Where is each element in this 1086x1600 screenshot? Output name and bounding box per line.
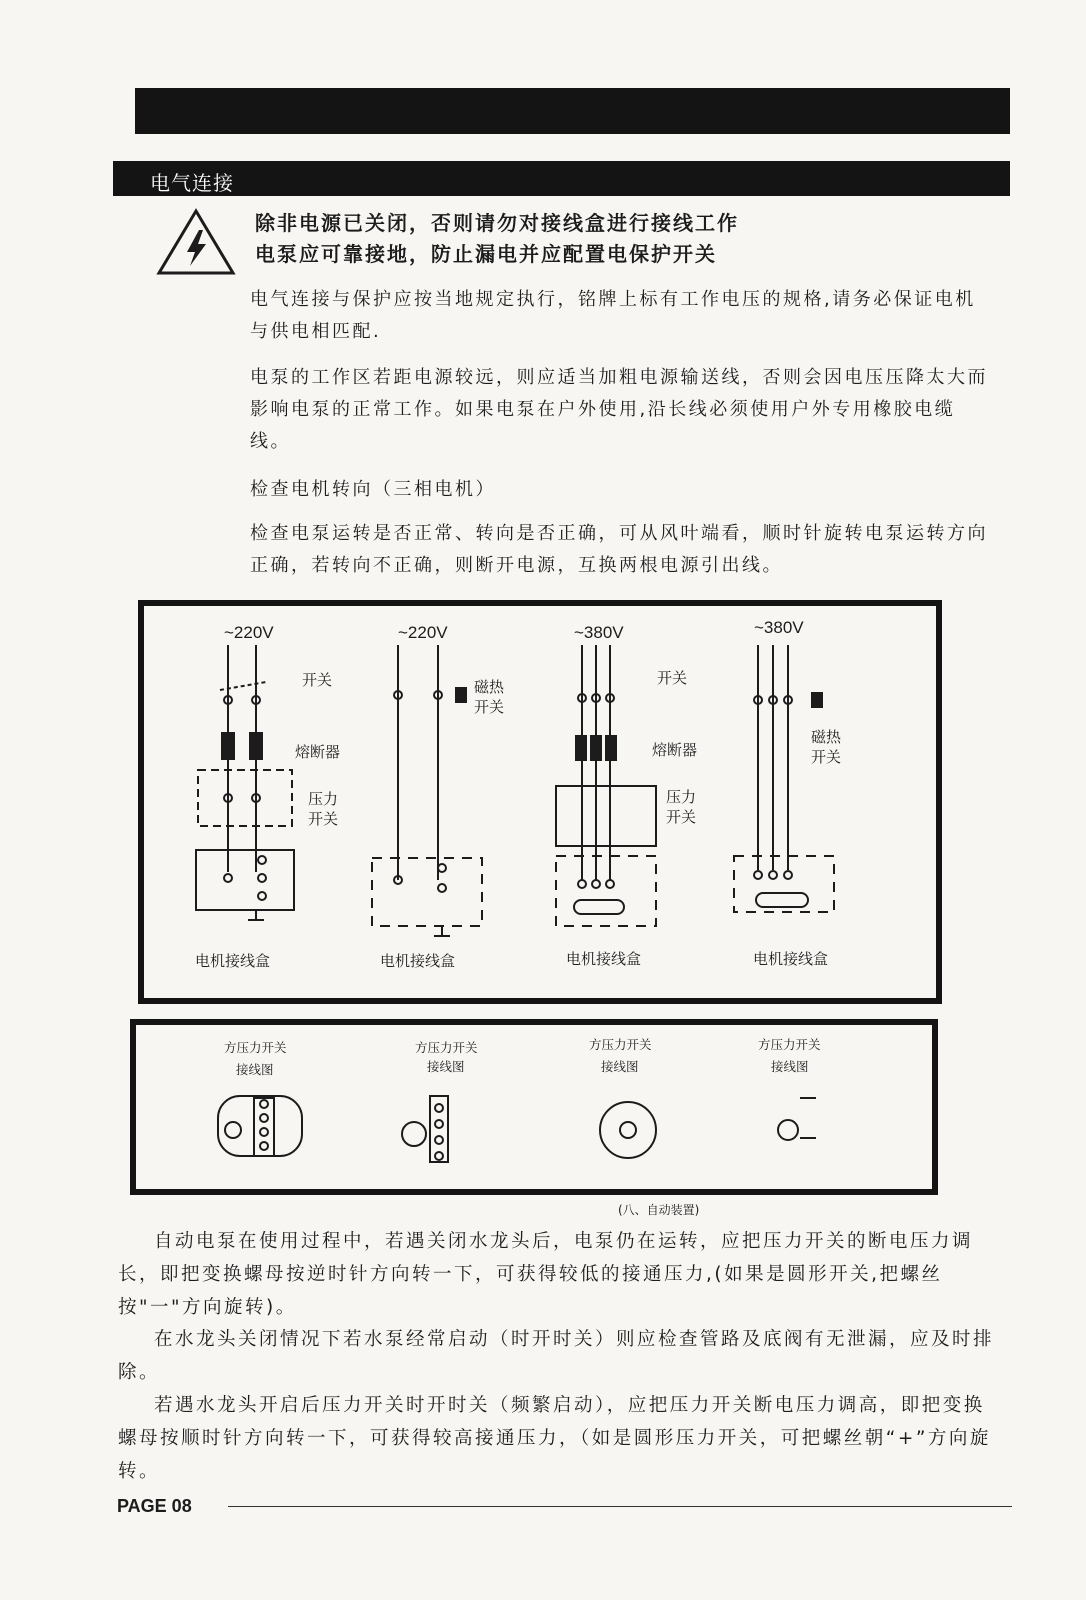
wiring-diagram-1	[196, 645, 294, 920]
d3-pressure-switch-label: 压力开关	[666, 788, 697, 826]
ps4-sub: 接线图	[771, 1059, 809, 1074]
wiring-diagram-3	[556, 645, 656, 926]
d2-box-label: 电机接线盒	[380, 952, 456, 970]
paragraph-auto-pump: 自动电泵在使用过程中，若遇关闭水龙头后，电泵仍在运转，应把压力开关的断电压力调长，即把变换螺母按逆时针方向转一下，可获得较低的接通压力,(如果是圆形开关,把螺丝按"一"方向旋转)。	[118, 1231, 974, 1318]
ps1-title: 方压力开关	[224, 1040, 287, 1055]
wiring-diagram-2	[372, 645, 482, 936]
ps3-sub: 接线图	[601, 1059, 639, 1074]
page-number: PAGE 08	[117, 1496, 192, 1516]
paragraph-voltage-match: 电气连接与保护应按当地规定执行，铭牌上标有工作电压的规格,请务必保证电机与供电相匹配.	[250, 289, 976, 342]
d1-voltage: ~220V	[224, 623, 274, 642]
ps3-title: 方压力开关	[589, 1037, 652, 1052]
d1-box-label: 电机接线盒	[195, 952, 271, 970]
d3-switch-label: 开关	[657, 669, 688, 687]
d4-mag-switch-label: 磁热开关	[811, 728, 842, 766]
d1-fuse-label: 熔断器	[295, 743, 341, 761]
warning-line-1: 除非电源已关闭，否则请勿对接线盒进行接线工作	[255, 211, 739, 235]
d4-box-label: 电机接线盒	[753, 950, 829, 968]
paragraph-frequent-start: 若遇水龙头开启后压力开关时开时关（频繁启动），应把压力开关断电压力调高，即把变换螺母按顺时针方向转一下，可获得较高接通压力，（如是圆形压力开关，可把螺丝朝“+”方向旋转。	[118, 1395, 991, 1482]
wiring-diagram-4	[734, 645, 834, 912]
d1-switch-label: 开关	[302, 671, 333, 689]
section-title: 电气连接	[150, 171, 234, 195]
d4-voltage: ~380V	[754, 618, 804, 637]
ps2-title: 方压力开关	[415, 1040, 478, 1055]
paragraph-cable: 电泵的工作区若距电源较远，则应适当加粗电源输送线，否则会因电压压降太大而影响电泵的正常工作。如果电泵在户外使用,沿长线必须使用户外专用橡胶电缆线。	[250, 367, 988, 452]
d3-box-label: 电机接线盒	[566, 950, 642, 968]
footer-divider	[228, 1506, 1012, 1507]
d3-voltage: ~380V	[574, 623, 624, 642]
ps1-sub: 接线图	[236, 1062, 274, 1077]
ps4-title: 方压力开关	[758, 1037, 821, 1052]
warning-line-2: 电泵应可靠接地，防止漏电并应配置电保护开关	[255, 242, 717, 266]
d2-voltage: ~220V	[398, 623, 448, 642]
d1-pressure-switch-label: 压力开关	[308, 790, 339, 828]
paragraph-leak-check: 在水龙头关闭情况下若水泵经常启动（时开时关）则应检查管路及底阀有无泄漏，应及时排除。	[118, 1329, 995, 1383]
ps2-sub: 接线图	[427, 1059, 465, 1074]
d2-mag-switch-label: 磁热开关	[474, 678, 505, 716]
d3-fuse-label: 熔断器	[652, 741, 698, 759]
paragraph-rotation-heading: 检查电机转向（三相电机）	[250, 479, 496, 500]
paragraph-rotation-check: 检查电泵运转是否正常、转向是否正确，可从风叶端看，顺时针旋转电泵运转方向正确，若转向不正确，则断开电源，互换两根电源引出线。	[250, 523, 988, 576]
figure-caption: (八、自动装置)	[618, 1203, 700, 1217]
